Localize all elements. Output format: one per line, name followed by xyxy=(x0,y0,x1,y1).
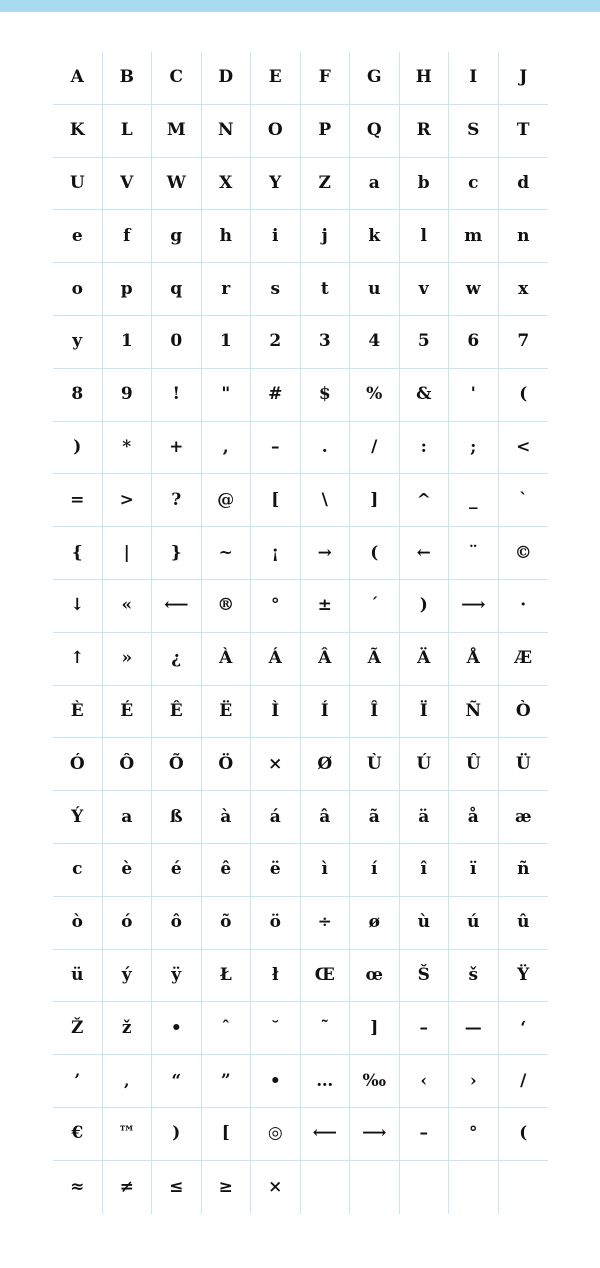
glyph-cell: Q xyxy=(350,105,400,158)
glyph-cell: S xyxy=(449,105,499,158)
glyph-cell: # xyxy=(251,369,301,422)
glyph-cell: ö xyxy=(251,897,301,950)
glyph-cell: ÷ xyxy=(301,897,351,950)
glyph-cell: ⟵ xyxy=(152,580,202,633)
glyph-cell: U xyxy=(53,158,103,211)
glyph-cell: ß xyxy=(152,791,202,844)
glyph-cell: + xyxy=(152,422,202,475)
glyph-cell: x xyxy=(499,263,549,316)
glyph-cell: Y xyxy=(251,158,301,211)
glyph-cell: = xyxy=(53,474,103,527)
glyph-cell: Ö xyxy=(202,738,252,791)
glyph-cell: Ó xyxy=(53,738,103,791)
glyph-cell: ˜ xyxy=(301,1002,351,1055)
glyph-cell: Ä xyxy=(400,633,450,686)
glyph-cell: é xyxy=(152,844,202,897)
glyph-cell: ¡ xyxy=(251,527,301,580)
glyph-cell: | xyxy=(103,527,153,580)
glyph-cell: ¿ xyxy=(152,633,202,686)
glyph-cell: À xyxy=(202,633,252,686)
glyph-cell: · xyxy=(499,580,549,633)
empty-cell xyxy=(350,1161,400,1214)
glyph-cell: ž xyxy=(103,1002,153,1055)
glyph-cell: ì xyxy=(301,844,351,897)
glyph-cell: ↓ xyxy=(53,580,103,633)
glyph-cell: [ xyxy=(251,474,301,527)
glyph-cell: { xyxy=(53,527,103,580)
glyph-cell: ! xyxy=(152,369,202,422)
glyph-cell: Ù xyxy=(350,738,400,791)
glyph-cell: ´ xyxy=(350,580,400,633)
glyph-cell: • xyxy=(152,1002,202,1055)
glyph-cell: 9 xyxy=(103,369,153,422)
glyph-cell: ≥ xyxy=(202,1161,252,1214)
glyph-cell: I xyxy=(449,52,499,105)
glyph-cell: → xyxy=(301,527,351,580)
glyph-cell: – xyxy=(251,422,301,475)
glyph-cell: ï xyxy=(449,844,499,897)
glyph-cell: X xyxy=(202,158,252,211)
glyph-cell: ê xyxy=(202,844,252,897)
glyph-cell: ⟶ xyxy=(350,1108,400,1161)
glyph-cell: ( xyxy=(499,1108,549,1161)
glyph-cell: è xyxy=(103,844,153,897)
glyph-cell: ← xyxy=(400,527,450,580)
glyph-cell: – xyxy=(400,1108,450,1161)
glyph-cell: } xyxy=(152,527,202,580)
glyph-cell: ] xyxy=(350,1002,400,1055)
glyph-cell: 6 xyxy=(449,316,499,369)
glyph-cell: È xyxy=(53,686,103,739)
glyph-cell: ¨ xyxy=(449,527,499,580)
glyph-cell: R xyxy=(400,105,450,158)
glyph-cell: e xyxy=(53,210,103,263)
glyph-cell: æ xyxy=(499,791,549,844)
glyph-cell: K xyxy=(53,105,103,158)
glyph-cell: 0 xyxy=(152,316,202,369)
glyph-cell: ° xyxy=(449,1108,499,1161)
glyph-cell: Å xyxy=(449,633,499,686)
glyph-cell: 2 xyxy=(251,316,301,369)
top-accent-bar xyxy=(0,0,600,12)
glyph-cell: ^ xyxy=(400,474,450,527)
glyph-cell: » xyxy=(103,633,153,686)
glyph-cell: Ò xyxy=(499,686,549,739)
glyph-cell: , xyxy=(202,422,252,475)
glyph-cell: c xyxy=(449,158,499,211)
glyph-cell: ° xyxy=(251,580,301,633)
glyph-cell: î xyxy=(400,844,450,897)
glyph-cell: ' xyxy=(449,369,499,422)
glyph-cell: C xyxy=(152,52,202,105)
glyph-cell: ) xyxy=(400,580,450,633)
glyph-cell: h xyxy=(202,210,252,263)
glyph-cell: ≤ xyxy=(152,1161,202,1214)
glyph-cell: q xyxy=(152,263,202,316)
glyph-cell: ä xyxy=(400,791,450,844)
glyph-cell: ò xyxy=(53,897,103,950)
glyph-cell: ú xyxy=(449,897,499,950)
glyph-cell: € xyxy=(53,1108,103,1161)
glyph-cell: ô xyxy=(152,897,202,950)
glyph-cell: . xyxy=(301,422,351,475)
glyph-cell: Ì xyxy=(251,686,301,739)
glyph-cell: õ xyxy=(202,897,252,950)
glyph-cell: d xyxy=(499,158,549,211)
glyph-cell: / xyxy=(499,1055,549,1108)
glyph-cell: V xyxy=(103,158,153,211)
glyph-cell: c xyxy=(53,844,103,897)
glyph-cell: ◎ xyxy=(251,1108,301,1161)
glyph-cell: × xyxy=(251,738,301,791)
glyph-cell: – xyxy=(400,1002,450,1055)
glyph-cell: G xyxy=(350,52,400,105)
glyph-cell: Ý xyxy=(53,791,103,844)
glyph-cell: ) xyxy=(53,422,103,475)
glyph-cell: ≠ xyxy=(103,1161,153,1214)
glyph-cell: ø xyxy=(350,897,400,950)
empty-cell xyxy=(400,1161,450,1214)
glyph-cell: l xyxy=(400,210,450,263)
glyph-cell: ‹ xyxy=(400,1055,450,1108)
glyph-cell: < xyxy=(499,422,549,475)
glyph-cell: B xyxy=(103,52,153,105)
glyph-grid xyxy=(53,52,548,1214)
glyph-cell: ÿ xyxy=(152,950,202,1003)
glyph-cell: \ xyxy=(301,474,351,527)
glyph-cell: ˘ xyxy=(251,1002,301,1055)
glyph-cell: Ł xyxy=(202,950,252,1003)
glyph-cell: š xyxy=(449,950,499,1003)
glyph-cell: $ xyxy=(301,369,351,422)
glyph-cell: • xyxy=(251,1055,301,1108)
glyph-cell: J xyxy=(499,52,549,105)
glyph-cell: > xyxy=(103,474,153,527)
glyph-cell: i xyxy=(251,210,301,263)
glyph-cell: o xyxy=(53,263,103,316)
glyph-cell: ↑ xyxy=(53,633,103,686)
glyph-cell: Õ xyxy=(152,738,202,791)
glyph-cell: H xyxy=(400,52,450,105)
glyph-cell: Ê xyxy=(152,686,202,739)
glyph-cell: n xyxy=(499,210,549,263)
glyph-cell: ( xyxy=(350,527,400,580)
glyph-cell: ý xyxy=(103,950,153,1003)
glyph-cell: ™ xyxy=(103,1108,153,1161)
glyph-cell: M xyxy=(152,105,202,158)
glyph-cell: m xyxy=(449,210,499,263)
glyph-cell: ± xyxy=(301,580,351,633)
glyph-cell: f xyxy=(103,210,153,263)
glyph-cell: P xyxy=(301,105,351,158)
glyph-cell: [ xyxy=(202,1108,252,1161)
glyph-cell: © xyxy=(499,527,549,580)
glyph-cell: N xyxy=(202,105,252,158)
glyph-cell: « xyxy=(103,580,153,633)
glyph-cell: ˆ xyxy=(202,1002,252,1055)
glyph-cell: F xyxy=(301,52,351,105)
glyph-cell: É xyxy=(103,686,153,739)
glyph-cell: Æ xyxy=(499,633,549,686)
glyph-cell: j xyxy=(301,210,351,263)
glyph-cell: ⟶ xyxy=(449,580,499,633)
glyph-cell: Â xyxy=(301,633,351,686)
glyph-cell: ” xyxy=(202,1055,252,1108)
glyph-cell: v xyxy=(400,263,450,316)
glyph-cell: 7 xyxy=(499,316,549,369)
glyph-cell: a xyxy=(350,158,400,211)
glyph-cell: ⟵ xyxy=(301,1108,351,1161)
glyph-cell: ) xyxy=(152,1108,202,1161)
glyph-cell: w xyxy=(449,263,499,316)
glyph-cell: Ñ xyxy=(449,686,499,739)
glyph-cell: í xyxy=(350,844,400,897)
glyph-cell: ù xyxy=(400,897,450,950)
glyph-cell: W xyxy=(152,158,202,211)
glyph-cell: ; xyxy=(449,422,499,475)
glyph-cell: ã xyxy=(350,791,400,844)
empty-cell xyxy=(301,1161,351,1214)
glyph-cell: k xyxy=(350,210,400,263)
glyph-cell: 8 xyxy=(53,369,103,422)
glyph-cell: Ÿ xyxy=(499,950,549,1003)
glyph-cell: a xyxy=(103,791,153,844)
glyph-cell: Û xyxy=(449,738,499,791)
glyph-cell: / xyxy=(350,422,400,475)
glyph-cell: Ú xyxy=(400,738,450,791)
glyph-cell: ‰ xyxy=(350,1055,400,1108)
glyph-cell: A xyxy=(53,52,103,105)
empty-cell xyxy=(449,1161,499,1214)
glyph-cell: ł xyxy=(251,950,301,1003)
glyph-cell: E xyxy=(251,52,301,105)
glyph-cell: D xyxy=(202,52,252,105)
glyph-cell: › xyxy=(449,1055,499,1108)
glyph-cell: Á xyxy=(251,633,301,686)
glyph-cell: s xyxy=(251,263,301,316)
glyph-cell: Ë xyxy=(202,686,252,739)
glyph-cell: p xyxy=(103,263,153,316)
glyph-cell: ( xyxy=(499,369,549,422)
glyph-cell: ‚ xyxy=(103,1055,153,1108)
glyph-cell: t xyxy=(301,263,351,316)
glyph-cell: 4 xyxy=(350,316,400,369)
glyph-cell: ` xyxy=(499,474,549,527)
glyph-cell: … xyxy=(301,1055,351,1108)
glyph-cell: Ø xyxy=(301,738,351,791)
glyph-cell: Ü xyxy=(499,738,549,791)
glyph-cell: ’ xyxy=(53,1055,103,1108)
glyph-cell: L xyxy=(103,105,153,158)
glyph-cell: — xyxy=(449,1002,499,1055)
glyph-cell: ñ xyxy=(499,844,549,897)
glyph-cell: Í xyxy=(301,686,351,739)
glyph-cell: ë xyxy=(251,844,301,897)
glyph-cell: Ã xyxy=(350,633,400,686)
glyph-cell: Œ xyxy=(301,950,351,1003)
glyph-cell: Š xyxy=(400,950,450,1003)
glyph-cell: @ xyxy=(202,474,252,527)
glyph-cell: u xyxy=(350,263,400,316)
glyph-cell: â xyxy=(301,791,351,844)
glyph-cell: ü xyxy=(53,950,103,1003)
glyph-cell: ~ xyxy=(202,527,252,580)
glyph-cell: “ xyxy=(152,1055,202,1108)
empty-cell xyxy=(499,1161,549,1214)
glyph-cell: ‘ xyxy=(499,1002,549,1055)
glyph-cell: % xyxy=(350,369,400,422)
glyph-cell: b xyxy=(400,158,450,211)
glyph-cell: à xyxy=(202,791,252,844)
glyph-cell: ® xyxy=(202,580,252,633)
glyph-cell: Ô xyxy=(103,738,153,791)
glyph-cell: û xyxy=(499,897,549,950)
glyph-cell: " xyxy=(202,369,252,422)
glyph-cell: & xyxy=(400,369,450,422)
glyph-cell: g xyxy=(152,210,202,263)
glyph-cell: Ž xyxy=(53,1002,103,1055)
glyph-cell: 1 xyxy=(202,316,252,369)
glyph-cell: å xyxy=(449,791,499,844)
glyph-cell: Z xyxy=(301,158,351,211)
glyph-cell: Ï xyxy=(400,686,450,739)
glyph-cell: ≈ xyxy=(53,1161,103,1214)
glyph-cell: ? xyxy=(152,474,202,527)
glyph-cell: * xyxy=(103,422,153,475)
glyph-cell: T xyxy=(499,105,549,158)
glyph-cell: O xyxy=(251,105,301,158)
glyph-cell: œ xyxy=(350,950,400,1003)
glyph-cell: _ xyxy=(449,474,499,527)
glyph-cell: : xyxy=(400,422,450,475)
glyph-cell: r xyxy=(202,263,252,316)
glyph-cell: y xyxy=(53,316,103,369)
glyph-cell: ] xyxy=(350,474,400,527)
glyph-cell: 3 xyxy=(301,316,351,369)
glyph-cell: × xyxy=(251,1161,301,1214)
glyph-cell: 1 xyxy=(103,316,153,369)
glyph-cell: ó xyxy=(103,897,153,950)
glyph-cell: Î xyxy=(350,686,400,739)
glyph-cell: 5 xyxy=(400,316,450,369)
glyph-cell: á xyxy=(251,791,301,844)
